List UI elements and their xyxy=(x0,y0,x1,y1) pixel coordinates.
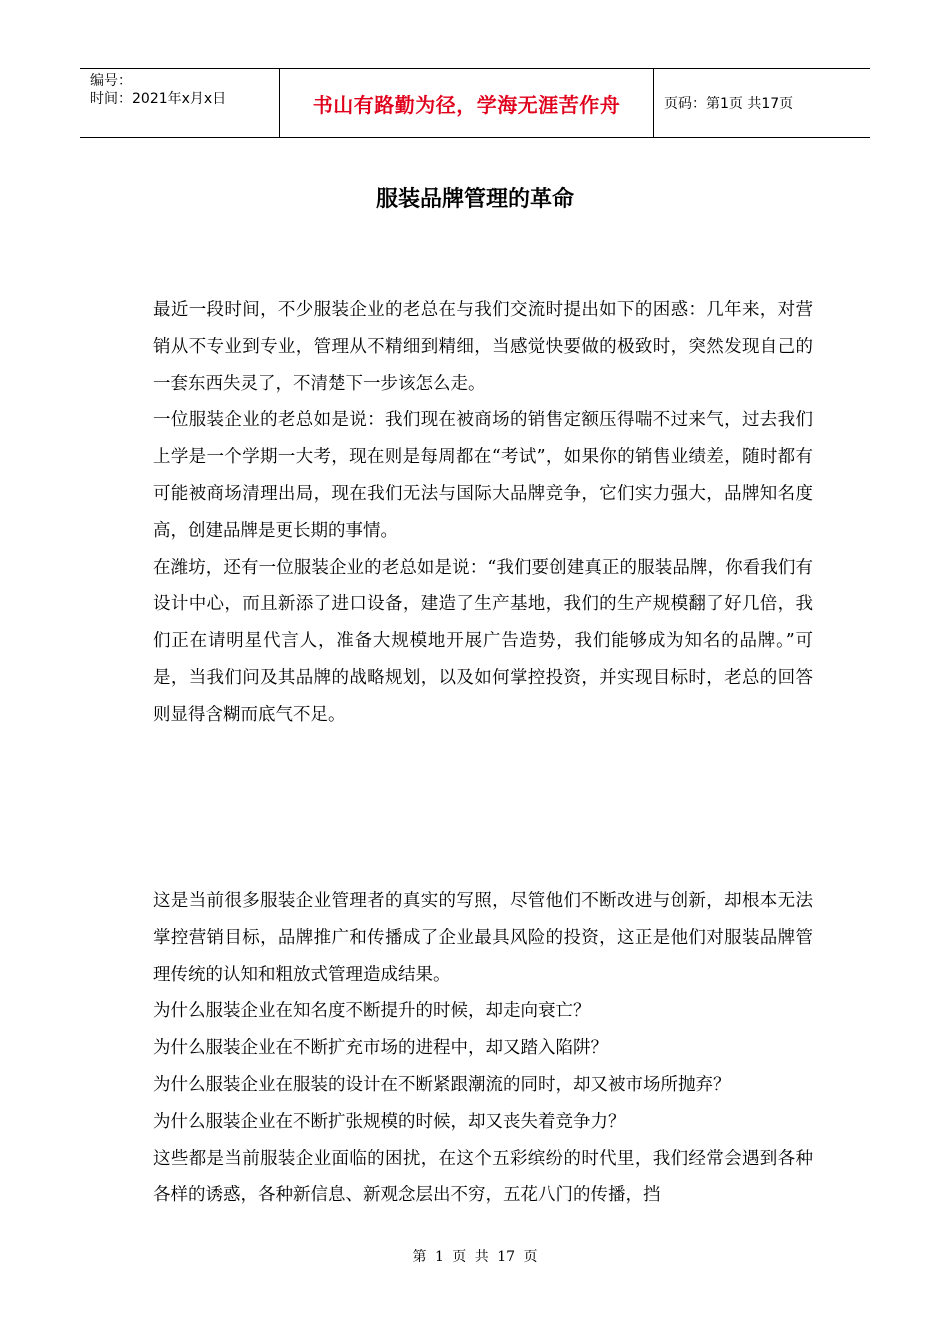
body-section-1 xyxy=(153,292,813,734)
question-line: 为什么服装企业在不断扩张规模的时候，却又丧失着竞争力？ xyxy=(153,1111,626,1132)
body-section-2 xyxy=(153,883,813,1214)
question-line: 为什么服装企业在知名度不断提升的时候，却走向衰亡？ xyxy=(153,1001,591,1022)
paragraph: 在潍坊，还有一位服装企业的老总如是说：“我们要创建真正的服装品牌，你看我们有设计中心，而且新添了进口设备，建造了生产基地，我们的生产规模翻了好几倍，我们正在请明星代言人，准备大规模地开展广告造势，我们能够成为知名的品牌。”可是，当我们问及其品牌的战略规划，以及如何掌控投资，并实现目标时，老总的回答则显得含糊而底气不足。 xyxy=(153,557,813,725)
document-time-label: 时间：2021年x月x日 xyxy=(90,91,227,107)
header-page-info: 页码：第1页 共17页 xyxy=(664,96,794,112)
question-line: 为什么服装企业在不断扩充市场的进程中，却又踏入陷阱？ xyxy=(153,1038,608,1059)
paragraph: 这些都是当前服装企业面临的困扰，在这个五彩缤纷的时代里，我们经常会遇到各种各样的诱惑，各种新信息、新观念层出不穷，五花八门的传播，挡 xyxy=(153,1148,813,1206)
question-line: 为什么服装企业在服装的设计在不断紧跟潮流的同时，却又被市场所抛弃？ xyxy=(153,1074,731,1095)
document-number-label: 编号： xyxy=(90,73,132,89)
paragraph: 一位服装企业的老总如是说：我们现在被商场的销售定额压得喘不过来气，过去我们上学是一个学期一大考，现在则是每周都在“考试”，如果你的销售业绩差，随时都有可能被商场清理出局，现在我们无法与国际大品牌竞争，它们实力强大，品牌知名度高，创建品牌是更长期的事情。 xyxy=(153,410,813,541)
header-motto: 书山有路勤为径，学海无涯苦作舟 xyxy=(280,69,654,137)
paragraph: 最近一段时间，不少服装企业的老总在与我们交流时提出如下的困惑：几年来，对营销从不专业到专业，管理从不精细到精细，当感觉快要做的极致时，突然发现自己的一套东西失灵了，不清楚下一步该怎么走。 xyxy=(153,300,813,394)
document-title: 服装品牌管理的革命 xyxy=(375,187,574,212)
header-meta xyxy=(80,69,280,137)
page-footer: 第 1 页 共 17 页 xyxy=(412,1249,538,1265)
paragraph: 这是当前很多服装企业管理者的真实的写照，尽管他们不断改进与创新，却根本无法掌控营销目标，品牌推广和传播成了企业最具风险的投资，这正是他们对服装品牌管理传统的认知和粗放式管理造成结果。 xyxy=(153,891,813,985)
document-header xyxy=(80,68,870,138)
